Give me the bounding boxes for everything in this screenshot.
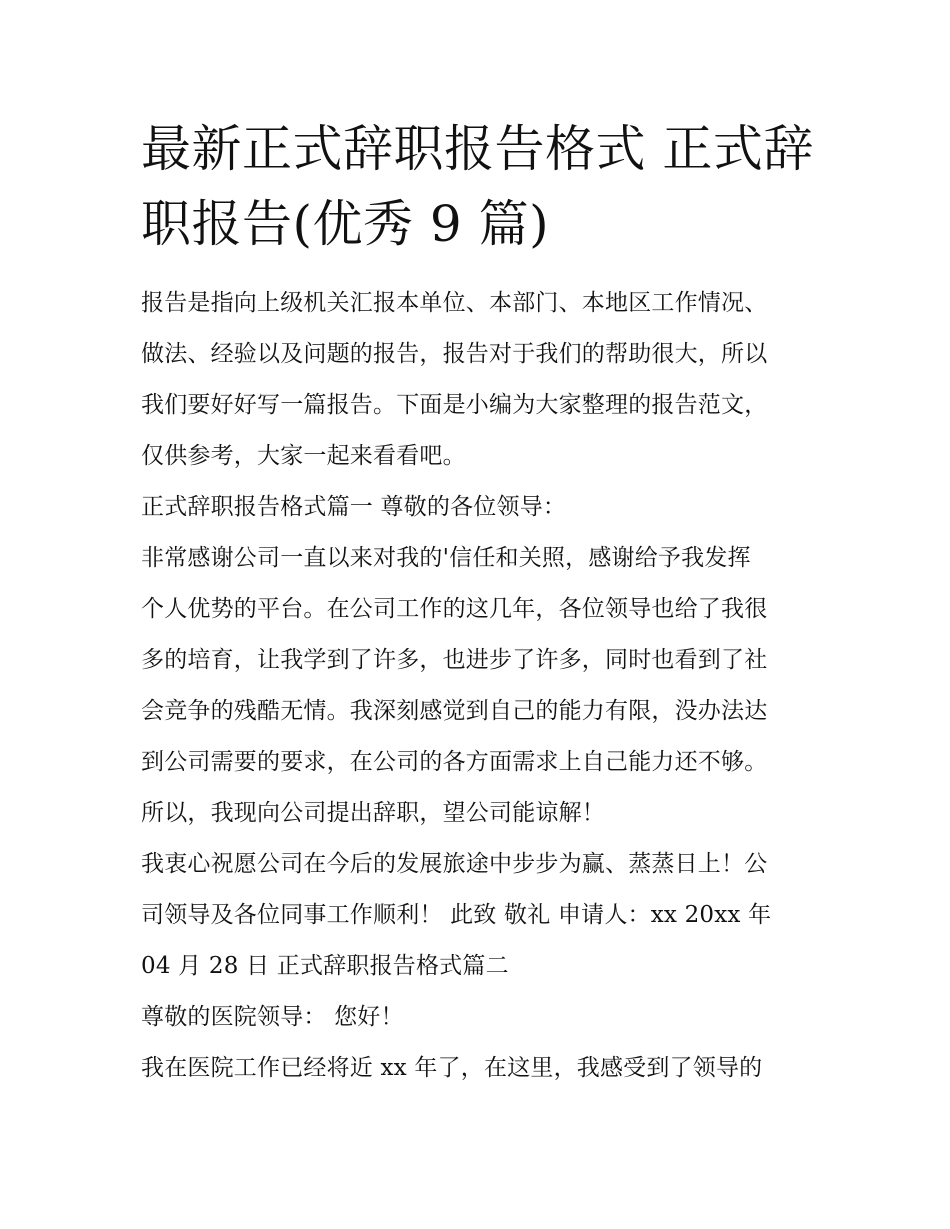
- text-line: 个人优势的平台。在公司工作的这几年，各位领导也给了我很: [141, 596, 768, 622]
- document-body: [141, 278, 817, 1094]
- paragraph-section-heading-1: [141, 482, 817, 533]
- text-line: 我们要好好写一篇报告。下面是小编为大家整理的报告范文，: [141, 392, 768, 418]
- text-line: 报告是指向上级机关汇报本单位、本部门、本地区工作情况、: [141, 290, 768, 316]
- title-line: 职报告(优秀 9 篇): [141, 195, 550, 253]
- text-line: 所以，我现向公司提出辞职，望公司能谅解！: [141, 800, 605, 826]
- text-line: 到公司需要的要求，在公司的各方面需求上自己能力还不够。: [141, 749, 768, 775]
- text-line: 我衷心祝愿公司在今后的发展旅途中步步为赢、蒸蒸日上！公: [141, 851, 768, 877]
- text-line: 多的培育，让我学到了许多，也进步了许多，同时也看到了社: [141, 647, 768, 673]
- text-line: 我在医院工作已经将近 xx 年了，在这里，我感受到了领导的: [141, 1055, 763, 1081]
- text-line: 非常感谢公司一直以来对我的'信任和关照，感谢给予我发挥: [141, 545, 751, 571]
- paragraph-letter-body-2: [141, 1043, 817, 1094]
- document-page: [141, 112, 817, 1094]
- paragraph-letter-closing-1: [141, 839, 817, 992]
- paragraph-intro: [141, 278, 817, 482]
- paragraph-salutation-2: [141, 992, 817, 1043]
- text-line: 做法、经验以及问题的报告，报告对于我们的帮助很大，所以: [141, 341, 768, 367]
- text-line: 会竞争的残酷无情。我深刻感觉到自己的能力有限，没办法达: [141, 698, 768, 724]
- text-line: 04 月 28 日 正式辞职报告格式篇二: [141, 953, 509, 979]
- document-title: [141, 112, 817, 262]
- paragraph-letter-body-1: [141, 533, 817, 839]
- text-line: 正式辞职报告格式篇一 尊敬的各位领导：: [141, 494, 567, 520]
- title-line: 最新正式辞职报告格式 正式辞: [141, 120, 814, 178]
- text-line: 仅供参考，大家一起来看看吧。: [141, 443, 466, 469]
- text-line: 司领导及各位同事工作顺利！ 此致 敬礼 申请人：xx 20xx 年: [141, 902, 772, 928]
- text-line: 尊敬的医院领导： 您好！: [141, 1004, 404, 1030]
